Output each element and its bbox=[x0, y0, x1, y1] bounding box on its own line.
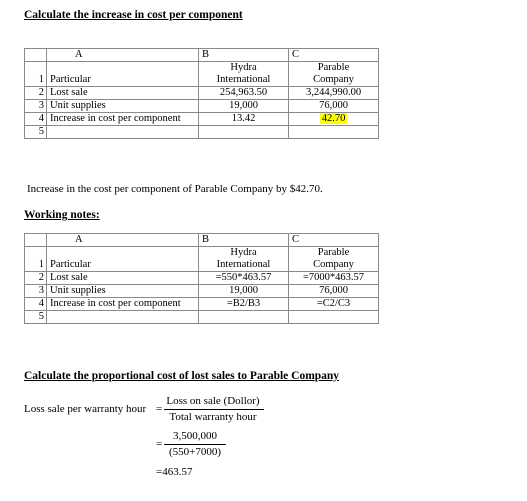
conclusion-statement: Increase in the cost per component of Parable Company by $42.70. bbox=[27, 183, 323, 195]
col-header-c: C bbox=[289, 49, 379, 62]
equation-equals: = bbox=[156, 403, 163, 415]
section-heading-proportional-cost: Calculate the proportional cost of lost sales to Parable Company bbox=[24, 370, 340, 382]
cell-formula: =550*463.57 bbox=[199, 272, 289, 285]
cell-value: 13.42 bbox=[199, 113, 289, 126]
corner-cell bbox=[25, 234, 47, 247]
cell-label: Increase in cost per component bbox=[47, 113, 199, 126]
cell-value: 254,963.50 bbox=[199, 87, 289, 100]
cell-value-highlighted bbox=[289, 113, 379, 126]
col-header-b: B bbox=[199, 234, 289, 247]
cell-value: 19,000 bbox=[199, 100, 289, 113]
equation-lhs: Loss sale per warranty hour bbox=[24, 403, 147, 415]
cell-empty bbox=[199, 126, 289, 139]
section-heading-increase-cost: Calculate the increase in cost per component bbox=[24, 9, 243, 21]
fraction2-bar bbox=[164, 444, 226, 445]
cell-hydra-header: Hydra International bbox=[199, 62, 289, 87]
cell-empty bbox=[289, 311, 379, 324]
col-header-a: A bbox=[47, 234, 199, 247]
cell-empty bbox=[47, 311, 199, 324]
fraction1-numerator: Loss on sale (Dollor) bbox=[166, 395, 260, 407]
row-number: 4 bbox=[25, 298, 47, 311]
highlighted-value: 42.70 bbox=[321, 113, 346, 124]
col-header-a: A bbox=[47, 49, 199, 62]
fraction1-denominator: Total warranty hour bbox=[169, 411, 257, 423]
row-number: 3 bbox=[25, 100, 47, 113]
cell-empty bbox=[199, 311, 289, 324]
cell-particular: Particular bbox=[47, 247, 199, 272]
cell-formula: =B2/B3 bbox=[199, 298, 289, 311]
col-header-c: C bbox=[289, 234, 379, 247]
working-notes-heading: Working notes: bbox=[24, 209, 100, 221]
row-number: 2 bbox=[25, 87, 47, 100]
working-notes-table bbox=[24, 233, 379, 324]
cell-parable-header: Parable Company bbox=[289, 247, 379, 272]
fraction2-denominator: (550+7000) bbox=[168, 446, 222, 458]
cell-value: 76,000 bbox=[289, 100, 379, 113]
equation-equals-2: = bbox=[156, 438, 163, 450]
cell-empty bbox=[47, 126, 199, 139]
cell-value: 3,244,990.00 bbox=[289, 87, 379, 100]
cell-value: 19,000 bbox=[199, 285, 289, 298]
cell-hydra-header: Hydra International bbox=[199, 247, 289, 272]
cell-label: Unit supplies bbox=[47, 100, 199, 113]
row-number: 4 bbox=[25, 113, 47, 126]
row-number: 1 bbox=[25, 62, 47, 87]
row-number: 1 bbox=[25, 247, 47, 272]
row-number: 5 bbox=[25, 311, 47, 324]
row-number: 3 bbox=[25, 285, 47, 298]
row-number: 2 bbox=[25, 272, 47, 285]
cell-value: 76,000 bbox=[289, 285, 379, 298]
cell-label: Lost sale bbox=[47, 87, 199, 100]
cell-parable-header: Parable Company bbox=[289, 62, 379, 87]
cell-formula: =7000*463.57 bbox=[289, 272, 379, 285]
cell-label: Lost sale bbox=[47, 272, 199, 285]
cell-formula: =C2/C3 bbox=[289, 298, 379, 311]
equation-result: =463.57 bbox=[156, 466, 193, 478]
cost-per-component-table bbox=[24, 48, 379, 139]
cell-label: Increase in cost per component bbox=[47, 298, 199, 311]
fraction2-numerator: 3,500,000 bbox=[173, 430, 217, 442]
cell-empty bbox=[289, 126, 379, 139]
corner-cell bbox=[25, 49, 47, 62]
row-number: 5 bbox=[25, 126, 47, 139]
col-header-b: B bbox=[199, 49, 289, 62]
cell-label: Unit supplies bbox=[47, 285, 199, 298]
cell-particular: Particular bbox=[47, 62, 199, 87]
fraction1-bar bbox=[164, 409, 264, 410]
